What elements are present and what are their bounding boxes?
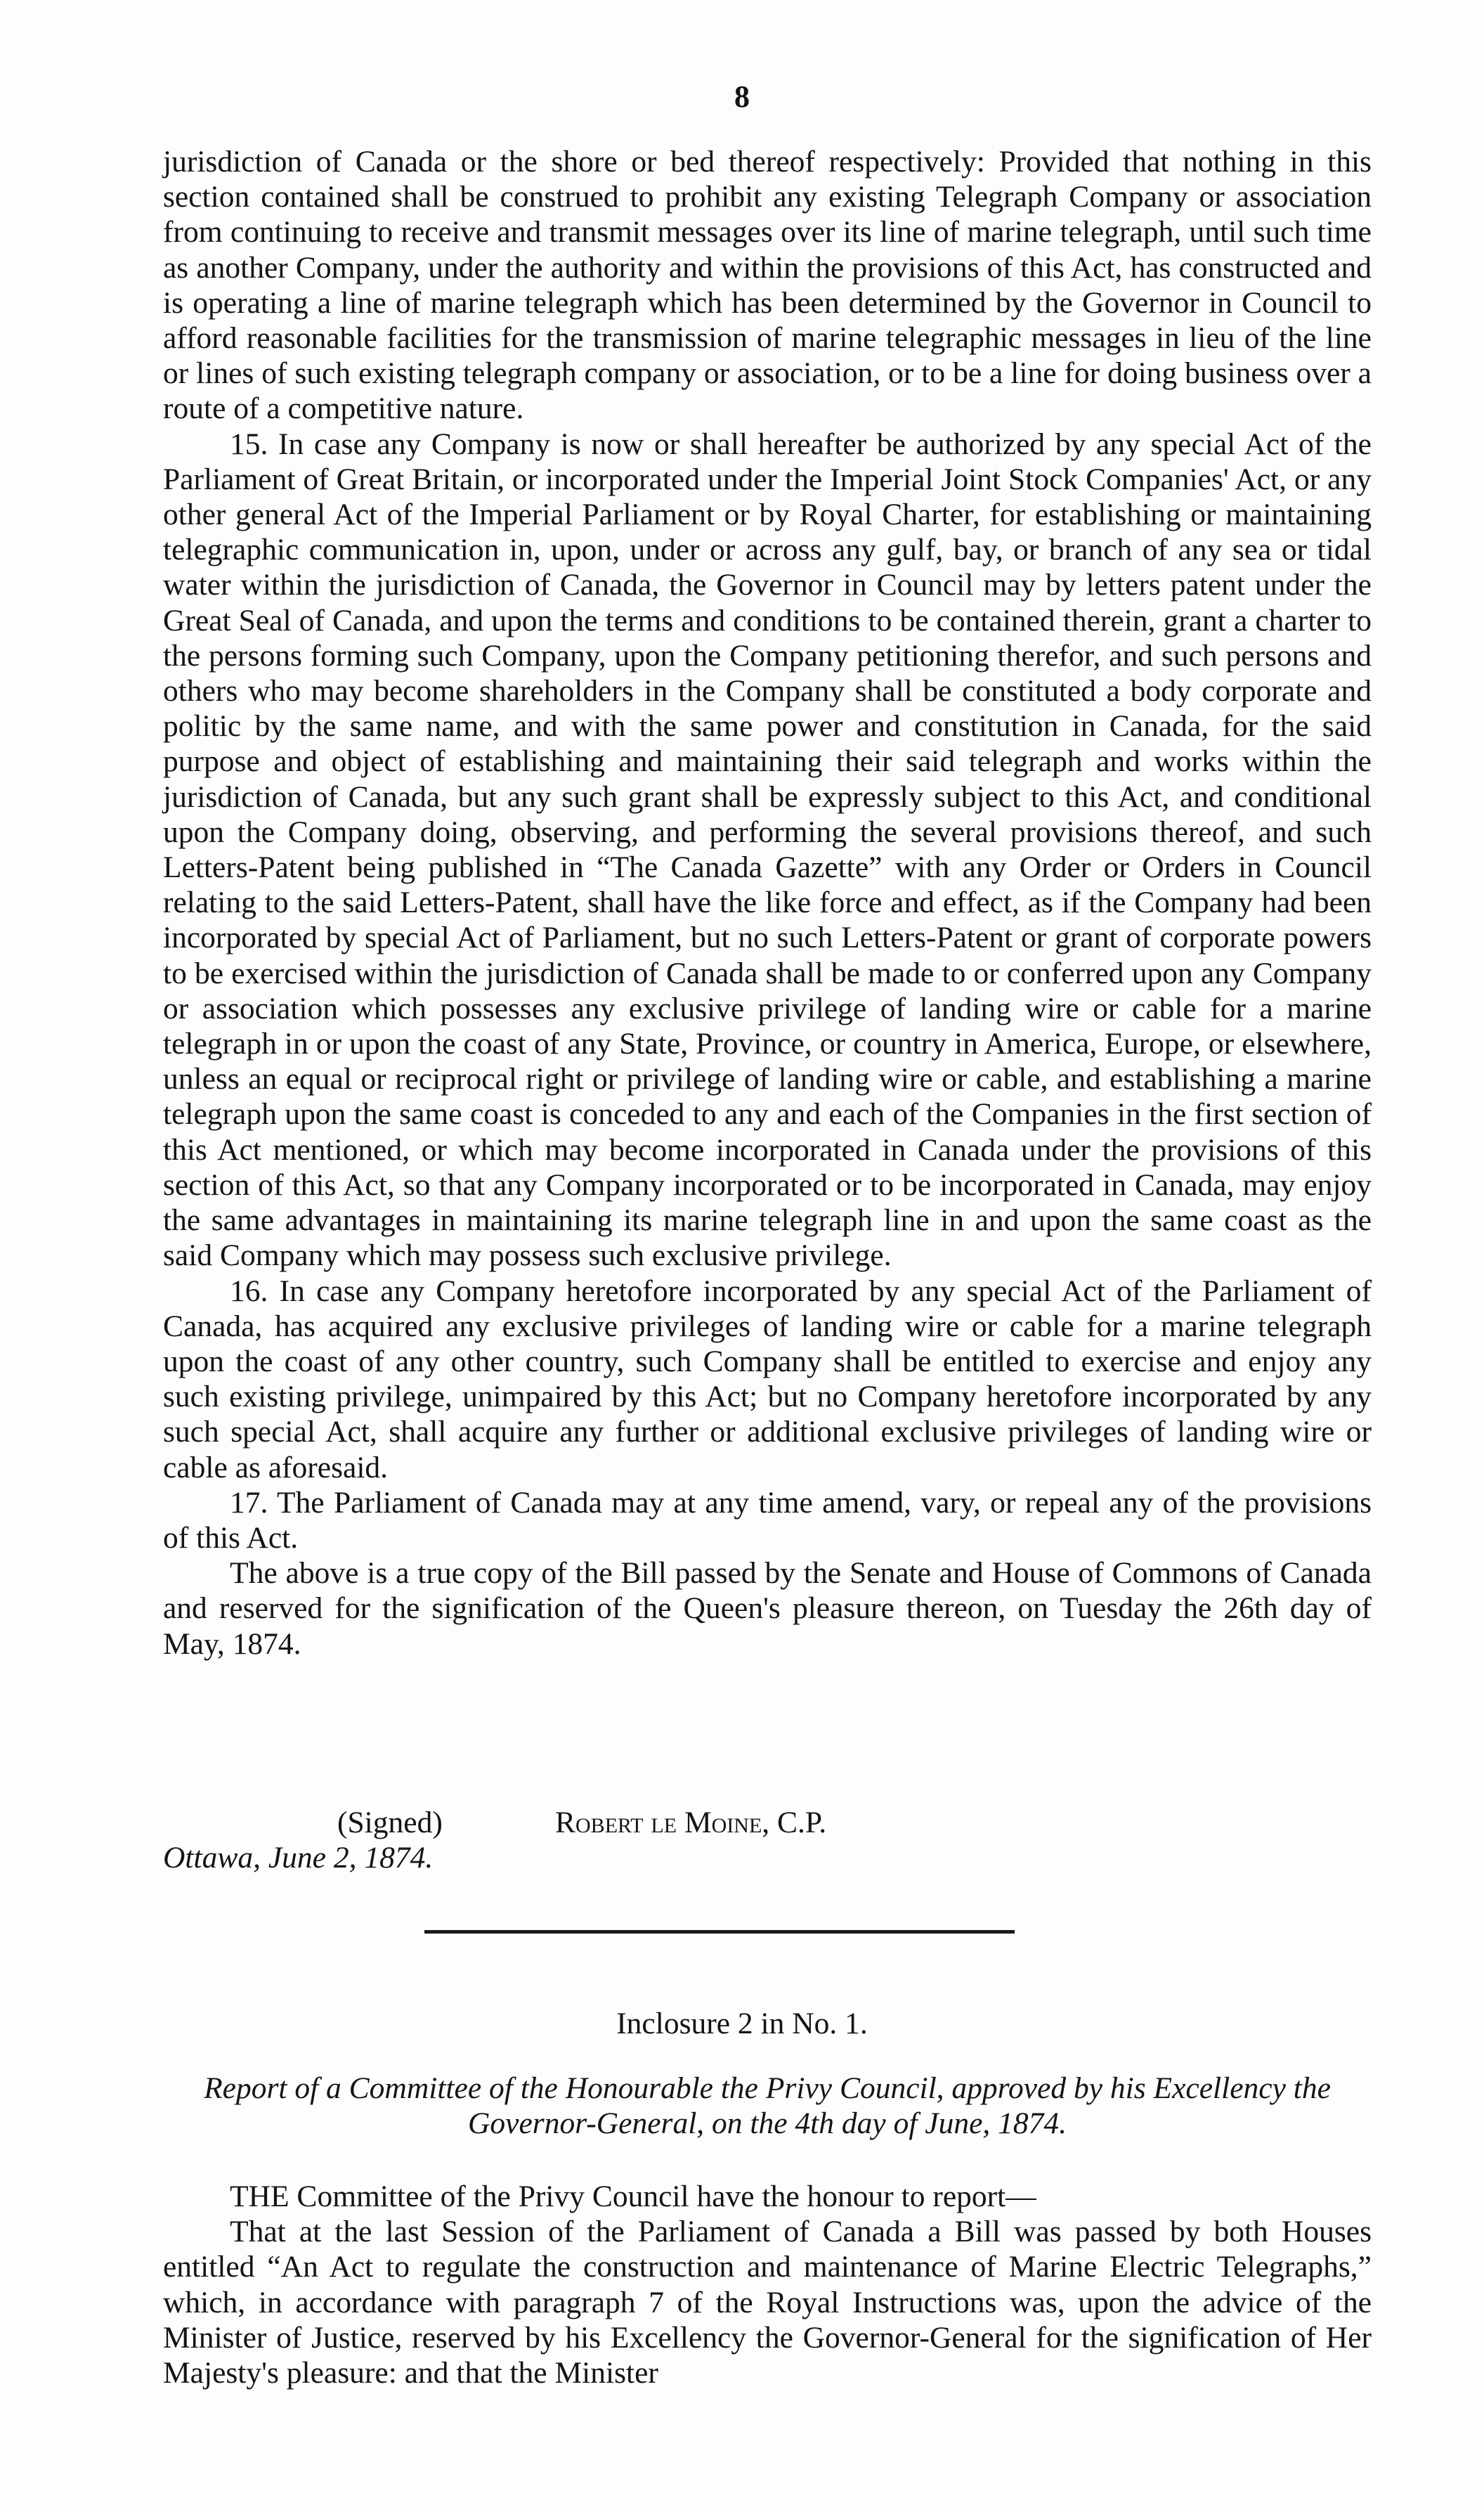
certification-paragraph: The above is a true copy of the Bill passed by the Senate and House of Commons of Canada and reserved for the signification of the Queen's pleasure thereon, on Tuesday the 26th day of May, 1874. (163, 1556, 1372, 1661)
report-text (163, 2179, 1372, 2390)
report-intro: THE Committee of the Privy Council have the honour to report— (230, 2180, 1036, 2213)
section-15: 15. In case any Company is now or shall hereafter be authorized by any special Act of the Parliament of Great Britain, or incorporated under the Imperial Joint Stock Companies' Act, or any other general Act of the Imperial Parliament or by Royal Charter, for establishing or maintaining telegraphic communication in, upon, under or across any gulf, bay, or branch of any sea or tidal water within the jurisdiction of Canada, the Governor in Council may by letters patent under the Great Seal of Canada, and upon the terms and conditions to be contained therein, grant a charter to the persons forming such Company, upon the Company petitioning therefor, and such persons and others who may become shareholders in the Company shall be constituted a body corporate and politic by the same name, and with the same power and constitution in Canada, for the said purpose and object of establishing and maintaining their said telegraph and works within the jurisdiction of Canada, but any such grant shall be expressly subject to this Act, and conditional upon the Company doing, observing, and performing the several provisions thereof, and such Letters-Patent being published in “The Canada Gazette” with any Order or Orders in Council relating to the said Letters-Patent, shall have the like force and effect, as if the Company had been incorporated by special Act of Parliament, but no such Letters-Patent or grant of corporate powers to be exercised within the jurisdiction of Canada shall be made to or conferred upon any Company or association which possesses any exclusive privilege of landing wire or cable for a marine telegraph in or upon the coast of any State, Province, or country in America, Europe, or elsewhere, unless an equal or reciprocal right or privilege of landing wire or cable, and establishing a marine telegraph upon the same coast is conceded to any and each of the Companies in the first section of this Act mentioned, or which may become incorporated in Canada under the provisions of this section of this Act, so that any Company incorporated or to be incorporated in Canada, may enjoy the same advantages in maintaining its marine telegraph line in and upon the same coast as the said Company which may possess such exclusive privilege. (163, 427, 1372, 1273)
section-divider (424, 1930, 1015, 1934)
signed-label: (Signed) (337, 1806, 443, 1839)
bill-text (163, 144, 1372, 1662)
page-number: 8 (734, 79, 750, 114)
report-title: Report of a Committee of the Honourable the Privy Council, approved by his Excellency the Governor-General, on the 4th day of June, 1874. (204, 2071, 1331, 2140)
report-body: That at the last Session of the Parliament of Canada a Bill was passed by both Houses entitled “An Act to regulate the construction and maintenance of Marine Electric Telegraphs,” which, in accordance with paragraph 7 of the Royal Instructions was, upon the advice of the Minister of Justice, reserved by his Excellency the Governor-General for the signification of Her Majesty's pleasure: and that the Minister (163, 2215, 1372, 2390)
section-17: 17. The Parliament of Canada may at any time amend, vary, or repeal any of the provisions of this Act. (163, 1485, 1372, 1555)
section-16: 16. In case any Company heretofore incorporated by any special Act of the Parliament of Canada, has acquired any exclusive privileges of landing wire or cable for a marine telegraph upon the coast of any other country, such Company shall be entitled to exercise and enjoy any such existing privilege, unimpaired by this Act; but no Company heretofore incorporated by any such special Act, shall acquire any further or additional exclusive privileges of landing wire or cable as aforesaid. (163, 1274, 1372, 1484)
signature-place-date: Ottawa, June 2, 1874. (163, 1841, 434, 1875)
section-14-continued: jurisdiction of Canada or the shore or bed thereof respectively: Provided that nothing in this section contained shall be construed to prohibit any existing Telegraph Company or association from continuing to receive and transmit messages over its line of marine telegraph, until such time as another Company, under the authority and within the provisions of this Act, has constructed and is operating a line of marine telegraph which has been determined by the Governor in Council to afford reasonable facilities for the transmission of marine telegraphic messages in lieu of the line or lines of such existing telegraph company or association, or to be a line for doing business over a route of a competitive nature. (163, 145, 1372, 426)
signatory-name: Robert le Moine, C.P. (555, 1806, 827, 1839)
inclosure-heading: Inclosure 2 in No. 1. (616, 2007, 868, 2040)
